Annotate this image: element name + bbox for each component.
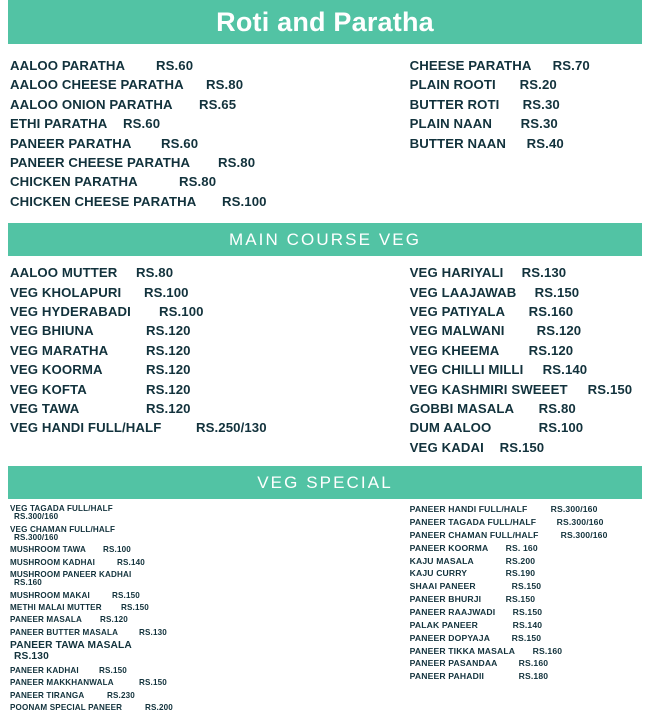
menu-item-name: CHEESE PARATHA bbox=[409, 58, 532, 74]
menu-item bbox=[10, 321, 410, 340]
menu-item-price: RS.150 bbox=[511, 581, 542, 592]
menu-item-name: PANEER CHEESE PARATHA bbox=[10, 155, 191, 171]
menu-item-price: RS.60 bbox=[161, 135, 199, 151]
menu-item-price: RS.140 bbox=[512, 619, 543, 630]
menu-item-price: RS.150 bbox=[112, 590, 140, 600]
menu-item-price: RS.230 bbox=[107, 690, 135, 700]
menu-item-price: RS.70 bbox=[552, 58, 590, 74]
menu-item bbox=[10, 418, 410, 437]
menu-item-name: CHICKEN PARATHA bbox=[10, 174, 138, 190]
menu-item-name: PLAIN ROOTI bbox=[409, 77, 496, 93]
menu-item-name: VEG BHIUNA bbox=[10, 323, 94, 339]
menu-item-price: RS.160 bbox=[532, 645, 563, 656]
menu-item bbox=[10, 677, 410, 689]
menu-item bbox=[10, 639, 410, 665]
menu-item-price: RS.80 bbox=[136, 265, 174, 281]
menu-item-price: RS.150 bbox=[587, 381, 633, 397]
menu-item bbox=[410, 619, 640, 632]
menu-item-name: VEG MARATHA bbox=[10, 342, 109, 358]
menu-item-name: VEG TAGADA FULL/HALF bbox=[10, 504, 113, 514]
menu-item bbox=[10, 702, 410, 714]
section-header-veg-special bbox=[8, 466, 642, 499]
menu-item-price: RS.200 bbox=[145, 702, 173, 712]
section-title: VEG SPECIAL bbox=[257, 473, 393, 493]
menu-item bbox=[410, 283, 640, 302]
spacer bbox=[0, 44, 650, 56]
menu-item bbox=[410, 503, 640, 516]
menu-item-name: VEG LAAJAWAB bbox=[409, 284, 517, 300]
menu-item-price: RS.150 bbox=[99, 665, 127, 675]
menu-item-name: SHAAI PANEER bbox=[409, 581, 476, 592]
menu-item bbox=[10, 590, 410, 602]
menu-item-price: RS.120 bbox=[528, 342, 574, 358]
menu-item-price: RS.190 bbox=[505, 568, 536, 579]
menu-item-name: KAJU MASALA bbox=[409, 555, 474, 566]
menu-item bbox=[10, 665, 410, 677]
menu-item-price: RS.150 bbox=[121, 602, 149, 612]
menu-item-price: RS.120 bbox=[146, 323, 191, 339]
menu-item-price: RS.150 bbox=[511, 632, 542, 643]
menu-item-name: VEG PATIYALA bbox=[409, 304, 506, 319]
menu-item-price: RS.80 bbox=[206, 77, 244, 93]
section-header-main-course-veg bbox=[8, 223, 642, 256]
menu-item-name: PANEER KADHAI bbox=[10, 665, 79, 675]
menu-item bbox=[10, 134, 410, 153]
menu-item bbox=[410, 567, 640, 580]
menu-item-name: PANEER CHAMAN FULL/HALF bbox=[409, 529, 539, 540]
menu-item bbox=[410, 56, 640, 75]
menu-item bbox=[410, 263, 640, 282]
menu-item bbox=[10, 95, 410, 114]
menu-item-name: AALOO PARATHA bbox=[10, 58, 126, 74]
menu-item-price: RS.300/160 bbox=[14, 512, 59, 522]
menu-item-name: VEG KHEEMA bbox=[409, 342, 500, 358]
menu-item-name: VEG HANDI FULL/HALF bbox=[10, 420, 162, 436]
menu-item-name: VEG KOORMA bbox=[10, 362, 103, 378]
menu-item-name: PALAK PANEER bbox=[409, 619, 478, 630]
menu-item bbox=[410, 632, 640, 645]
menu-item-price: RS.120 bbox=[146, 342, 191, 358]
section-body-main-course-veg bbox=[0, 263, 650, 457]
menu-item-name: VEG MALWANI bbox=[409, 323, 505, 339]
menu-item bbox=[10, 302, 410, 321]
menu-item bbox=[10, 690, 410, 702]
menu-item-name: MUSHROOM TAWA bbox=[10, 545, 86, 555]
menu-item-price: RS.120 bbox=[146, 381, 191, 397]
menu-item bbox=[410, 321, 640, 340]
menu-item-price: RS.80 bbox=[538, 400, 576, 416]
menu-item bbox=[410, 75, 640, 94]
menu-item-name: CHICKEN CHEESE PARATHA bbox=[10, 193, 197, 209]
menu-item-price: RS.30 bbox=[522, 96, 560, 112]
menu-item-name: PANEER TIKKA MASALA bbox=[409, 645, 516, 656]
menu-item-name: POONAM SPECIAL PANEER bbox=[10, 702, 123, 712]
menu-item bbox=[10, 263, 410, 282]
menu-item-price: RS.65 bbox=[199, 96, 237, 112]
menu-item-price: RS.150 bbox=[534, 284, 580, 300]
menu-item-name: VEG TAWA bbox=[10, 400, 80, 416]
menu-item-name: VEG KHOLAPURI bbox=[10, 284, 122, 300]
menu-item-name: AALOO CHEESE PARATHA bbox=[10, 77, 184, 93]
menu-item bbox=[410, 399, 640, 418]
menu-item-name: PANEER BUTTER MASALA bbox=[10, 627, 119, 637]
menu-item bbox=[410, 670, 640, 683]
menu-item-name: BUTTER ROTI bbox=[409, 96, 500, 112]
menu-item bbox=[410, 516, 640, 529]
section-title: Roti and Paratha bbox=[216, 6, 434, 37]
menu-item-price: RS.120 bbox=[536, 323, 582, 339]
section-title: MAIN COURSE VEG bbox=[228, 230, 422, 250]
menu-item-name: DUM AALOO bbox=[409, 420, 492, 436]
menu-item bbox=[410, 95, 640, 114]
menu-item-name: PLAIN NAAN bbox=[409, 116, 492, 132]
menu-item-name: ETHI PARATHA bbox=[10, 116, 108, 132]
spacer bbox=[0, 211, 650, 223]
menu-item-name: PANEER TIRANGA bbox=[10, 690, 85, 700]
menu-item-name: MUSHROOM KADHAI bbox=[10, 557, 95, 567]
menu-item-price: RS.160 bbox=[528, 304, 574, 319]
menu-item bbox=[410, 134, 640, 153]
menu-item bbox=[410, 580, 640, 593]
menu-item-name: PANEER KOORMA bbox=[409, 542, 489, 553]
menu-item-name: VEG HYDERABADI bbox=[10, 304, 131, 319]
section-body-roti-and-paratha bbox=[0, 56, 650, 211]
menu-item bbox=[10, 544, 410, 556]
menu-item-price: RS.80 bbox=[218, 155, 256, 171]
menu-item bbox=[410, 554, 640, 567]
menu-item-name: VEG KOFTA bbox=[10, 381, 87, 397]
menu-item-price: RS.100 bbox=[159, 304, 204, 319]
menu-item bbox=[410, 379, 640, 398]
menu-item-name: KAJU CURRY bbox=[409, 568, 468, 579]
menu-item-price: RS. 160 bbox=[505, 542, 538, 553]
menu-item bbox=[10, 56, 410, 75]
menu-item bbox=[10, 283, 410, 302]
menu-item-price: RS.20 bbox=[519, 77, 557, 93]
menu-item bbox=[410, 438, 640, 457]
menu-item-name: PANEER MAKKHANWALA bbox=[10, 678, 114, 688]
menu-item-name: PANEER BHURJI bbox=[409, 594, 482, 605]
menu-item-name: MUSHROOM MAKAI bbox=[10, 590, 90, 600]
menu-item-name: VEG HARIYALI bbox=[409, 265, 504, 281]
menu-item-name: VEG CHAMAN FULL/HALF bbox=[10, 524, 116, 534]
menu-item-price: RS.150 bbox=[505, 594, 536, 605]
menu-item-price: RS.160 bbox=[14, 578, 42, 588]
menu-item-price: RS.150 bbox=[512, 606, 543, 617]
menu-item-name: PANEER DOPYAJA bbox=[409, 632, 491, 643]
menu-item-price: RS.80 bbox=[179, 174, 217, 190]
menu-item bbox=[10, 399, 410, 418]
menu-item-name: VEG CHILLI MILLI bbox=[409, 362, 524, 378]
menu-column-left bbox=[8, 56, 410, 211]
menu-item-price: RS.140 bbox=[117, 557, 145, 567]
menu-item-name: BUTTER NAAN bbox=[409, 135, 506, 151]
menu-item bbox=[10, 360, 410, 379]
menu-item-name: METHI MALAI MUTTER bbox=[10, 602, 102, 612]
menu-item bbox=[410, 114, 640, 133]
menu-item-price: RS.120 bbox=[100, 615, 128, 625]
spacer bbox=[0, 256, 650, 263]
menu-item-price: RS.30 bbox=[520, 116, 558, 132]
menu-item-price: RS.120 bbox=[146, 362, 191, 378]
menu-item-price: RS.100 bbox=[538, 420, 584, 436]
menu-item bbox=[410, 606, 640, 619]
menu-item bbox=[410, 644, 640, 657]
section-body-veg-special bbox=[0, 503, 650, 714]
menu-column-right bbox=[410, 503, 640, 714]
menu-item bbox=[10, 602, 410, 614]
menu-item bbox=[10, 614, 410, 626]
menu-item-price: RS.100 bbox=[103, 545, 131, 555]
menu-item-name: MUSHROOM PANEER KADHAI bbox=[10, 569, 132, 579]
menu-item-name: GOBBI MASALA bbox=[409, 400, 515, 416]
menu-item bbox=[10, 379, 410, 398]
menu-item bbox=[10, 172, 410, 191]
menu-item bbox=[10, 569, 410, 590]
menu-item bbox=[10, 75, 410, 94]
menu-item bbox=[10, 524, 410, 545]
menu-item bbox=[10, 557, 410, 569]
menu-item-price: RS.300/160 bbox=[560, 529, 608, 540]
menu-item-name: PANEER MASALA bbox=[10, 615, 82, 625]
section-header-roti-and-paratha bbox=[8, 0, 642, 44]
menu-item bbox=[410, 529, 640, 542]
menu-item-name: PANEER PASANDAA bbox=[409, 658, 498, 669]
menu-item bbox=[410, 542, 640, 555]
menu-column-right bbox=[410, 56, 640, 211]
menu-item-price: RS.300/160 bbox=[14, 532, 59, 542]
menu-item-name: PANEER PAHADII bbox=[409, 671, 485, 682]
menu-item-name: VEG KASHMIRI SWEEET bbox=[409, 381, 568, 397]
menu-item bbox=[410, 593, 640, 606]
menu-item bbox=[10, 627, 410, 639]
menu-item-price: RS.100 bbox=[144, 284, 189, 300]
menu-column-left bbox=[8, 503, 410, 714]
menu-item bbox=[410, 302, 640, 321]
menu-item bbox=[10, 341, 410, 360]
menu-item-price: RS.160 bbox=[518, 658, 549, 669]
menu-item bbox=[10, 153, 410, 172]
menu-item bbox=[410, 657, 640, 670]
menu-item-price: RS.150 bbox=[139, 678, 167, 688]
menu-item-name: PANEER PARATHA bbox=[10, 135, 132, 151]
menu-column-left bbox=[8, 263, 410, 457]
menu-item-price: RS.140 bbox=[542, 362, 588, 378]
menu-item-name: PANEER RAAJWADI bbox=[409, 606, 496, 617]
menu-item-name: AALOO ONION PARATHA bbox=[10, 96, 173, 112]
menu-item-name: PANEER TAGADA FULL/HALF bbox=[409, 516, 537, 527]
spacer bbox=[0, 457, 650, 466]
menu-item-price: RS.40 bbox=[526, 135, 564, 151]
menu-item bbox=[10, 503, 410, 524]
menu-item-name: VEG KADAI bbox=[409, 439, 484, 455]
menu-item bbox=[10, 114, 410, 133]
menu-item bbox=[410, 418, 640, 437]
menu-item-price: RS.130 bbox=[14, 650, 49, 662]
menu-item-name: PANEER TAWA MASALA bbox=[10, 640, 132, 652]
menu-item bbox=[10, 192, 410, 211]
menu-item bbox=[410, 341, 640, 360]
menu-item-price: RS.180 bbox=[518, 671, 549, 682]
menu-item-price: RS.100 bbox=[222, 193, 267, 209]
menu-item-price: RS.60 bbox=[156, 58, 194, 74]
menu-item-name: AALOO MUTTER bbox=[10, 265, 118, 281]
menu-item-price: RS.250/130 bbox=[196, 420, 267, 436]
menu-item-price: RS.130 bbox=[139, 627, 167, 637]
menu-item-price: RS.150 bbox=[499, 439, 545, 455]
menu-item-name: PANEER HANDI FULL/HALF bbox=[409, 504, 528, 515]
menu-item-price: RS.200 bbox=[505, 555, 536, 566]
menu-item-price: RS.300/160 bbox=[550, 504, 598, 515]
menu-column-right bbox=[410, 263, 640, 457]
menu-item-price: RS.300/160 bbox=[556, 516, 604, 527]
menu-item-price: RS.60 bbox=[123, 116, 161, 132]
menu-item-price: RS.120 bbox=[146, 400, 191, 416]
menu-item-price: RS.130 bbox=[521, 265, 567, 281]
menu-item bbox=[410, 360, 640, 379]
